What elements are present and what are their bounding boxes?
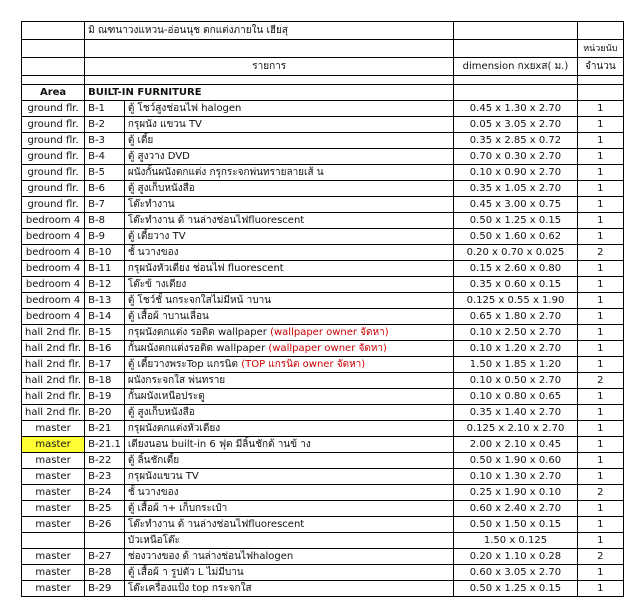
qty-cell: 1 [577, 421, 623, 437]
table-row [22, 517, 624, 533]
table-row [22, 261, 624, 277]
description-cell [124, 181, 453, 197]
dimension-cell: 0.70 x 0.30 x 2.70 [454, 149, 577, 165]
table-row [22, 469, 624, 485]
qty-cell: 1 [577, 117, 623, 133]
dimension-cell: 0.50 x 1.60 x 0.62 [454, 229, 577, 245]
description-cell [124, 517, 453, 533]
qty-cell: 1 [577, 533, 623, 549]
description-cell [124, 165, 453, 181]
dimension-cell: 0.15 x 2.60 x 0.80 [454, 261, 577, 277]
sheet-title: มิ ณฑนาวงแหวน-อ่อนนุช ตกแต่งภายใน เฮียสุ [85, 22, 454, 40]
owner-note: (wallpaper owner จัดหา) [268, 342, 387, 354]
area-cell: hall 2nd flr. [22, 341, 85, 357]
qty-cell: 2 [577, 245, 623, 261]
description-cell [124, 421, 453, 437]
dimension-cell: 0.10 x 1.30 x 2.70 [454, 469, 577, 485]
description-cell [124, 469, 453, 485]
dimension-cell: 0.35 x 0.60 x 0.15 [454, 277, 577, 293]
description-cell [124, 549, 453, 565]
code-cell: B-8 [85, 213, 125, 229]
code-cell: B-29 [85, 581, 125, 597]
description-text: ตู้ โชว์ชั้ นกระจกใสไม่มีหน้ าบาน [127, 294, 272, 306]
description-cell [124, 437, 453, 453]
dimension-cell: 1.50 x 0.125 [454, 533, 577, 549]
section-row [22, 85, 624, 101]
code-cell: B-20 [85, 405, 125, 421]
qty-cell: 1 [577, 277, 623, 293]
area-cell: ground flr. [22, 101, 85, 117]
description-cell [124, 149, 453, 165]
description-cell [124, 389, 453, 405]
description-cell [124, 405, 453, 421]
code-cell: B-19 [85, 389, 125, 405]
qty-cell: 1 [577, 101, 623, 117]
area-cell: bedroom 4 [22, 309, 85, 325]
dimension-cell: 0.10 x 2.50 x 2.70 [454, 325, 577, 341]
code-cell: B-25 [85, 501, 125, 517]
dimension-cell: 0.20 x 1.10 x 0.28 [454, 549, 577, 565]
owner-note: (wallpaper owner จัดหา) [270, 326, 389, 338]
qty-cell: 1 [577, 309, 623, 325]
table-row [22, 133, 624, 149]
section-title: BUILT-IN FURNITURE [85, 85, 454, 101]
qty-cell: 1 [577, 501, 623, 517]
table-row [22, 277, 624, 293]
dimension-cell: 0.20 x 0.70 x 0.025 [454, 245, 577, 261]
area-cell: master [22, 517, 85, 533]
table-row [22, 533, 624, 549]
dimension-cell: 2.00 x 2.10 x 0.45 [454, 437, 577, 453]
description-cell [124, 197, 453, 213]
code-cell: B-28 [85, 565, 125, 581]
table-row [22, 581, 624, 597]
description-text: ผนังกั้นผนังตกแต่ง กรุกระจกพ่นทรายลายเส้ น [127, 166, 324, 178]
description-cell [124, 117, 453, 133]
code-cell: B-26 [85, 517, 125, 533]
table-row [22, 405, 624, 421]
dimension-cell: 0.50 x 1.90 x 0.60 [454, 453, 577, 469]
description-cell [124, 309, 453, 325]
dimension-cell: 0.60 x 3.05 x 2.70 [454, 565, 577, 581]
description-text: กรุผนังแขวน TV [127, 470, 199, 482]
table-row [22, 421, 624, 437]
table-row [22, 341, 624, 357]
description-text: ตู้ เตี้ยวาง TV [127, 230, 186, 242]
qty-cell: 1 [577, 341, 623, 357]
qty-cell: 1 [577, 357, 623, 373]
table-row [22, 101, 624, 117]
description-text: เตียงนอน built-in 6 ฟุต มีลิ้นชักด้ านข้ าง [127, 438, 311, 450]
description-text: ตู้ เสื้อผ้ า+ เก็บกระเป๋า [127, 502, 228, 514]
description-cell [124, 533, 453, 549]
dimension-cell: 0.35 x 1.40 x 2.70 [454, 405, 577, 421]
code-cell: B-7 [85, 197, 125, 213]
area-cell: bedroom 4 [22, 277, 85, 293]
dimension-header: dimension กxยxส( ม.) [454, 58, 577, 76]
code-cell: B-23 [85, 469, 125, 485]
code-cell: B-11 [85, 261, 125, 277]
area-cell: master [22, 549, 85, 565]
code-cell: B-5 [85, 165, 125, 181]
description-text: กรุผนังตกแต่งหัวเตียง [127, 422, 221, 434]
area-cell: ground flr. [22, 117, 85, 133]
dimension-cell: 0.50 x 1.25 x 0.15 [454, 213, 577, 229]
description-cell [124, 565, 453, 581]
description-cell [124, 277, 453, 293]
description-text: ตู้ เตี้ยวางพระTop แกรนิต [127, 358, 238, 370]
area-cell: bedroom 4 [22, 245, 85, 261]
qty-cell: 1 [577, 453, 623, 469]
dimension-cell: 0.10 x 0.80 x 0.65 [454, 389, 577, 405]
furniture-table [21, 21, 624, 597]
table-row [22, 245, 624, 261]
area-cell: bedroom 4 [22, 261, 85, 277]
description-cell [124, 293, 453, 309]
code-cell: B-2 [85, 117, 125, 133]
table-row [22, 309, 624, 325]
description-text: ตู้ สูงเก็บหนังสือ [127, 182, 195, 194]
description-text: ตู้ เตี้ย [127, 134, 154, 146]
area-cell: hall 2nd flr. [22, 325, 85, 341]
code-cell: B-14 [85, 309, 125, 325]
description-text: ชั้ นวางของ [127, 486, 179, 498]
column-header-row [22, 58, 624, 76]
area-header: Area [22, 85, 85, 101]
table-row [22, 501, 624, 517]
code-cell: B-24 [85, 485, 125, 501]
dimension-cell: 0.10 x 0.50 x 2.70 [454, 373, 577, 389]
table-row [22, 181, 624, 197]
description-cell [124, 373, 453, 389]
area-cell: ground flr. [22, 165, 85, 181]
table-row [22, 549, 624, 565]
area-cell: master [22, 565, 85, 581]
area-cell: ground flr. [22, 197, 85, 213]
code-cell: B-21.1 [85, 437, 125, 453]
area-cell: master [22, 453, 85, 469]
code-cell: B-17 [85, 357, 125, 373]
description-text: ช่องวางของ ด้ านล่างช่อนไฟhalogen [127, 550, 294, 562]
table-row [22, 485, 624, 501]
description-text: ตู้ เสื้อผ้ าบานเลื่อน [127, 310, 209, 322]
dimension-cell: 0.45 x 1.30 x 2.70 [454, 101, 577, 117]
area-cell: ground flr. [22, 133, 85, 149]
description-text: ตู้ สูงเก็บหนังสือ [127, 406, 195, 418]
qty-cell: 1 [577, 389, 623, 405]
description-cell [124, 213, 453, 229]
unit-row [22, 40, 624, 58]
code-cell: B-18 [85, 373, 125, 389]
code-cell: B-16 [85, 341, 125, 357]
description-cell [124, 325, 453, 341]
code-cell: B-21 [85, 421, 125, 437]
dimension-cell: 0.60 x 2.40 x 2.70 [454, 501, 577, 517]
owner-note: (TOP แกรนิต owner จัดหา) [241, 358, 366, 370]
area-cell: master [22, 501, 85, 517]
description-text: โต๊ะเครื่องแป้ง top กระจกใส [127, 582, 252, 594]
table-row [22, 213, 624, 229]
title-row [22, 22, 624, 40]
code-cell: B-1 [85, 101, 125, 117]
qty-cell: 2 [577, 373, 623, 389]
table-row [22, 437, 624, 453]
qty-cell: 1 [577, 261, 623, 277]
dimension-cell: 0.125 x 2.10 x 2.70 [454, 421, 577, 437]
description-text: ตู้ ลิ้นชักเตี้ย [127, 454, 180, 466]
dimension-cell: 0.50 x 1.25 x 0.15 [454, 581, 577, 597]
items-header: รายการ [85, 58, 454, 76]
qty-cell: 1 [577, 213, 623, 229]
description-cell [124, 133, 453, 149]
area-cell: master [22, 581, 85, 597]
qty-cell: 1 [577, 197, 623, 213]
table-row [22, 229, 624, 245]
description-cell [124, 581, 453, 597]
table-row [22, 565, 624, 581]
description-text: กั้นผนังเหนือประตู [127, 390, 205, 402]
dimension-cell: 0.125 x 0.55 x 1.90 [454, 293, 577, 309]
area-cell: master [22, 421, 85, 437]
code-cell: B-9 [85, 229, 125, 245]
description-text: โต๊ะทำงาน ด้ านล่างช่อนไฟfluorescent [127, 214, 305, 226]
dimension-cell: 1.50 x 1.85 x 1.20 [454, 357, 577, 373]
table-row [22, 373, 624, 389]
qty-cell: 1 [577, 293, 623, 309]
area-cell: ground flr. [22, 181, 85, 197]
description-cell [124, 357, 453, 373]
dimension-cell: 0.05 x 3.05 x 2.70 [454, 117, 577, 133]
table-row [22, 149, 624, 165]
qty-cell: 1 [577, 469, 623, 485]
description-text: บัวเหนือโต๊ะ [127, 534, 180, 546]
code-cell: B-27 [85, 549, 125, 565]
dimension-cell: 0.10 x 0.90 x 2.70 [454, 165, 577, 181]
dimension-cell: 0.50 x 1.50 x 0.15 [454, 517, 577, 533]
table-row [22, 117, 624, 133]
area-cell [22, 533, 85, 549]
description-cell [124, 101, 453, 117]
description-text: ผนังกระจกใส พ่นทราย [127, 374, 226, 386]
qty-cell: 1 [577, 565, 623, 581]
description-text: กรุผนังตกแต่ง รอติด wallpaper [127, 326, 267, 338]
dimension-cell: 0.35 x 2.85 x 0.72 [454, 133, 577, 149]
qty-header: จำนวน [577, 58, 623, 76]
description-text: กั้นผนังตกแต่งรอติด wallpaper [127, 342, 266, 354]
qty-cell: 2 [577, 485, 623, 501]
qty-cell: 1 [577, 229, 623, 245]
area-cell: master [22, 485, 85, 501]
dimension-cell: 0.35 x 1.05 x 2.70 [454, 181, 577, 197]
description-text: ตู้ เสื้อผ้ า รูปตัว L ไม่มีบาน [127, 566, 244, 578]
description-cell [124, 501, 453, 517]
table-row [22, 325, 624, 341]
description-text: ตู้ โชว์สูงช่อนไฟ halogen [127, 102, 242, 114]
table-row [22, 293, 624, 309]
code-cell: B-22 [85, 453, 125, 469]
description-cell [124, 453, 453, 469]
area-cell: master [22, 437, 85, 453]
dimension-cell: 0.25 x 1.90 x 0.10 [454, 485, 577, 501]
area-cell: bedroom 4 [22, 229, 85, 245]
qty-cell: 1 [577, 181, 623, 197]
qty-cell: 1 [577, 133, 623, 149]
unit-label: หน่วยนับ [577, 40, 623, 58]
description-text: กรุผนัง แขวน TV [127, 118, 202, 130]
area-cell: hall 2nd flr. [22, 373, 85, 389]
qty-cell: 1 [577, 581, 623, 597]
description-text: โต๊ะข้ างเตียง [127, 278, 187, 290]
dimension-cell: 0.45 x 3.00 x 0.75 [454, 197, 577, 213]
description-cell [124, 341, 453, 357]
code-cell: B-12 [85, 277, 125, 293]
description-cell [124, 261, 453, 277]
area-cell: master [22, 469, 85, 485]
description-cell [124, 485, 453, 501]
area-cell: hall 2nd flr. [22, 357, 85, 373]
description-text: โต๊ะทำงาน [127, 198, 175, 210]
table-row [22, 197, 624, 213]
area-cell: hall 2nd flr. [22, 405, 85, 421]
code-cell: B-4 [85, 149, 125, 165]
area-cell: bedroom 4 [22, 293, 85, 309]
description-cell [124, 229, 453, 245]
qty-cell: 1 [577, 517, 623, 533]
area-cell: hall 2nd flr. [22, 389, 85, 405]
qty-cell: 1 [577, 149, 623, 165]
qty-cell: 1 [577, 437, 623, 453]
qty-cell: 1 [577, 405, 623, 421]
description-text: ตู้ สูงวาง DVD [127, 150, 190, 162]
code-cell: B-6 [85, 181, 125, 197]
dimension-cell: 0.65 x 1.80 x 2.70 [454, 309, 577, 325]
code-cell: B-15 [85, 325, 125, 341]
code-cell: B-10 [85, 245, 125, 261]
description-text: ชั้ นวางของ [127, 246, 179, 258]
code-cell: B-3 [85, 133, 125, 149]
dimension-cell: 0.10 x 1.20 x 2.70 [454, 341, 577, 357]
code-cell: B-13 [85, 293, 125, 309]
description-text: กรุผนังหัวเตียง ช่อนไฟ fluorescent [127, 262, 284, 274]
code-cell [85, 533, 125, 549]
spacer-row [22, 76, 624, 85]
area-cell: bedroom 4 [22, 213, 85, 229]
description-text: โต๊ะทำงาน ด้ านล่างช่อนไฟfluorescent [127, 518, 305, 530]
table-row [22, 389, 624, 405]
qty-cell: 1 [577, 325, 623, 341]
area-cell: ground flr. [22, 149, 85, 165]
description-cell [124, 245, 453, 261]
table-row [22, 357, 624, 373]
table-row [22, 165, 624, 181]
qty-cell: 1 [577, 165, 623, 181]
table-row [22, 453, 624, 469]
qty-cell: 2 [577, 549, 623, 565]
